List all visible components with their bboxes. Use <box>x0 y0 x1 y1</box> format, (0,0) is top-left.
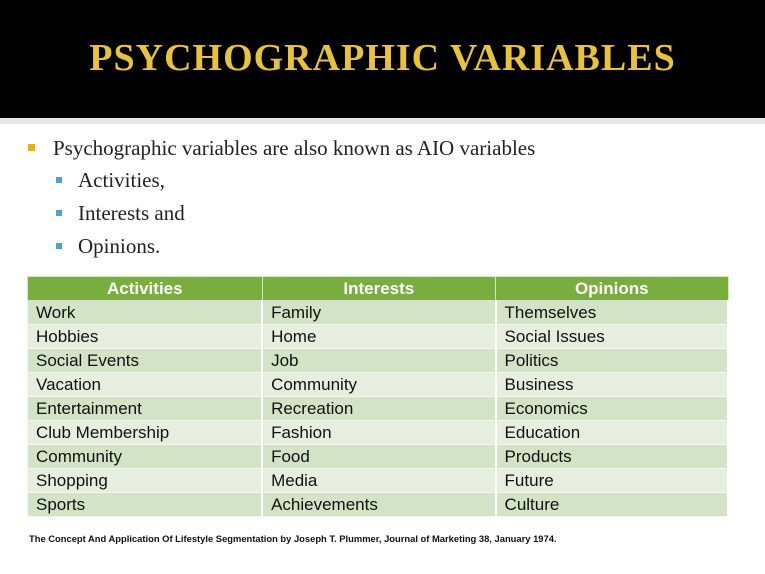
cell-opinion: Politics <box>496 349 728 373</box>
cell-opinion: Future <box>496 469 728 493</box>
slide-title: PSYCHOGRAPHIC VARIABLES <box>89 37 676 79</box>
bullet-sub-text: Activities, <box>78 168 165 192</box>
title-bar <box>0 0 765 118</box>
table-row <box>28 349 729 373</box>
bullet-square-icon <box>56 243 62 249</box>
citation: The Concept And Application Of Lifestyle Segmentation by Joseph T. Plummer, Journal of Marketing 38, January 1974. <box>29 533 557 544</box>
cell-activity: Work <box>28 301 263 325</box>
bullet-square-icon <box>28 144 35 151</box>
cell-activity: Social Events <box>28 349 263 373</box>
cell-opinion: Social Issues <box>496 325 728 349</box>
table-row <box>28 325 729 349</box>
cell-interest: Community <box>262 373 495 397</box>
cell-opinion: Business <box>496 373 728 397</box>
table-row <box>28 493 729 517</box>
table-row <box>28 301 729 325</box>
cell-opinion: Themselves <box>496 301 728 325</box>
cell-interest: Family <box>262 301 495 325</box>
cell-activity: Sports <box>28 493 263 517</box>
cell-interest: Food <box>262 445 495 469</box>
header-activities: Activities <box>28 277 263 301</box>
header-opinions: Opinions <box>496 277 728 301</box>
cell-opinion: Culture <box>496 493 728 517</box>
table-row <box>28 469 729 493</box>
bullet-sub-text: Opinions. <box>78 234 161 258</box>
cell-activity: Hobbies <box>28 325 263 349</box>
cell-activity: Vacation <box>28 373 263 397</box>
table-row <box>28 373 729 397</box>
table-row <box>28 397 729 421</box>
aio-table <box>27 276 729 517</box>
cell-interest: Achievements <box>262 493 495 517</box>
cell-opinion: Products <box>496 445 728 469</box>
table-body <box>28 301 729 517</box>
cell-activity: Shopping <box>28 469 263 493</box>
bullet-sub-text: Interests and <box>78 201 185 225</box>
cell-activity: Club Membership <box>28 421 263 445</box>
cell-activity: Entertainment <box>28 397 263 421</box>
table-row <box>28 421 729 445</box>
header-interests: Interests <box>262 277 495 301</box>
bullet-square-icon <box>56 177 62 183</box>
cell-opinion: Education <box>496 421 728 445</box>
cell-interest: Media <box>262 469 495 493</box>
title-divider <box>0 118 765 124</box>
cell-activity: Community <box>28 445 263 469</box>
table-header-row <box>28 277 729 301</box>
bullet-square-icon <box>56 210 62 216</box>
table-row <box>28 445 729 469</box>
cell-interest: Recreation <box>262 397 495 421</box>
cell-opinion: Economics <box>496 397 728 421</box>
cell-interest: Fashion <box>262 421 495 445</box>
cell-interest: Job <box>262 349 495 373</box>
cell-interest: Home <box>262 325 495 349</box>
bullet-main-text: Psychographic variables are also known as AIO variables <box>53 136 536 160</box>
